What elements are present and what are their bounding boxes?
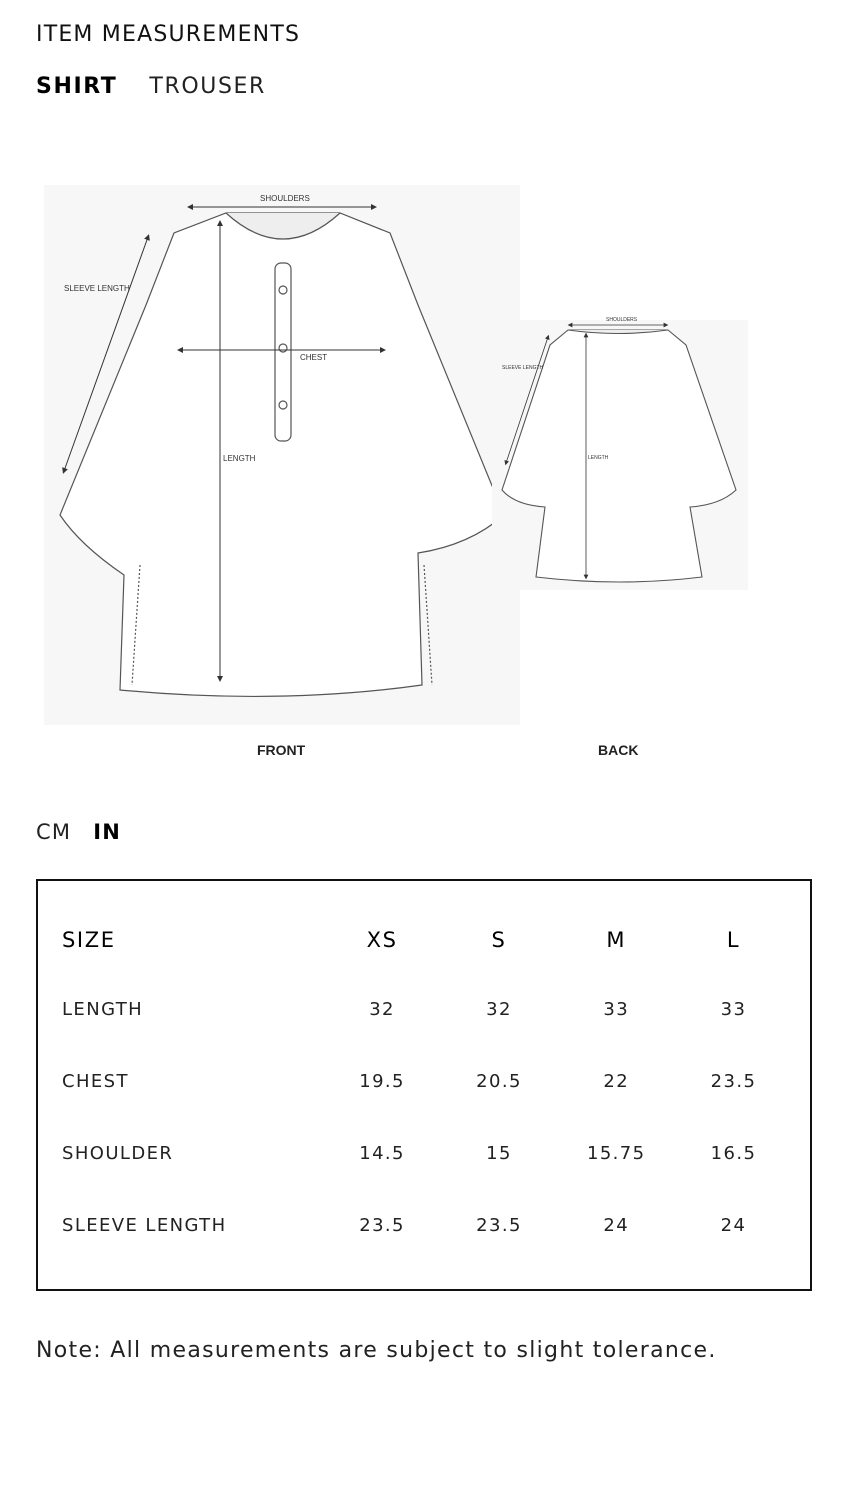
table-row — [62, 1189, 792, 1261]
unit-toggle — [36, 820, 121, 844]
table-row — [62, 1045, 792, 1117]
table-cell: 20.5 — [476, 1070, 522, 1092]
row-label: SLEEVE LENGTH — [62, 1214, 227, 1236]
tab-trouser[interactable]: TROUSER — [149, 74, 266, 99]
front-caption: FRONT — [257, 742, 306, 758]
size-table-container — [36, 879, 812, 1291]
table-cell: 22 — [603, 1070, 630, 1092]
table-cell: 33 — [720, 998, 747, 1020]
table-cell: 15 — [486, 1142, 512, 1164]
front-sleeve-label: SLEEVE LENGTH — [64, 284, 130, 293]
table-cell: 32 — [369, 998, 395, 1020]
table-cell: 24 — [603, 1214, 630, 1236]
measurement-illustration — [40, 185, 760, 775]
table-cell: 23.5 — [359, 1214, 405, 1236]
table-cell: 24 — [720, 1214, 747, 1236]
header-m: M — [606, 928, 627, 952]
front-length-label: LENGTH — [223, 454, 256, 463]
table-cell: 23.5 — [476, 1214, 522, 1236]
table-cell: 32 — [486, 998, 512, 1020]
front-shoulders-label: SHOULDERS — [260, 194, 310, 203]
page-title: ITEM MEASUREMENTS — [36, 22, 301, 47]
size-table — [62, 907, 792, 1261]
front-chest-label: CHEST — [300, 353, 328, 362]
table-cell: 16.5 — [710, 1142, 757, 1164]
table-cell: 14.5 — [359, 1142, 405, 1164]
tab-shirt[interactable]: SHIRT — [36, 74, 118, 99]
garment-tabs — [36, 74, 266, 99]
table-row — [62, 1117, 792, 1189]
header-s: S — [491, 928, 507, 952]
header-size: SIZE — [62, 928, 116, 952]
table-cell: 15.75 — [586, 1142, 646, 1164]
header-l: L — [726, 928, 741, 952]
back-shoulders-label: SHOULDERS — [606, 317, 638, 323]
table-header-row — [62, 907, 792, 973]
unit-in[interactable]: IN — [93, 820, 121, 844]
table-cell: 33 — [603, 998, 630, 1020]
row-label: CHEST — [62, 1070, 129, 1092]
back-sleeve-label: SLEEVE LENGTH — [502, 365, 544, 371]
row-label: LENGTH — [62, 998, 144, 1020]
header-xs: XS — [366, 928, 398, 952]
table-cell: 19.5 — [359, 1070, 405, 1092]
tolerance-note: Note: All measurements are subject to slight tolerance. — [36, 1338, 717, 1363]
row-label: SHOULDER — [62, 1142, 174, 1164]
back-caption: BACK — [598, 742, 639, 758]
table-row — [62, 973, 792, 1045]
table-cell: 23.5 — [710, 1070, 757, 1092]
unit-cm[interactable]: CM — [36, 820, 72, 844]
back-length-label: LENGTH — [588, 455, 609, 461]
